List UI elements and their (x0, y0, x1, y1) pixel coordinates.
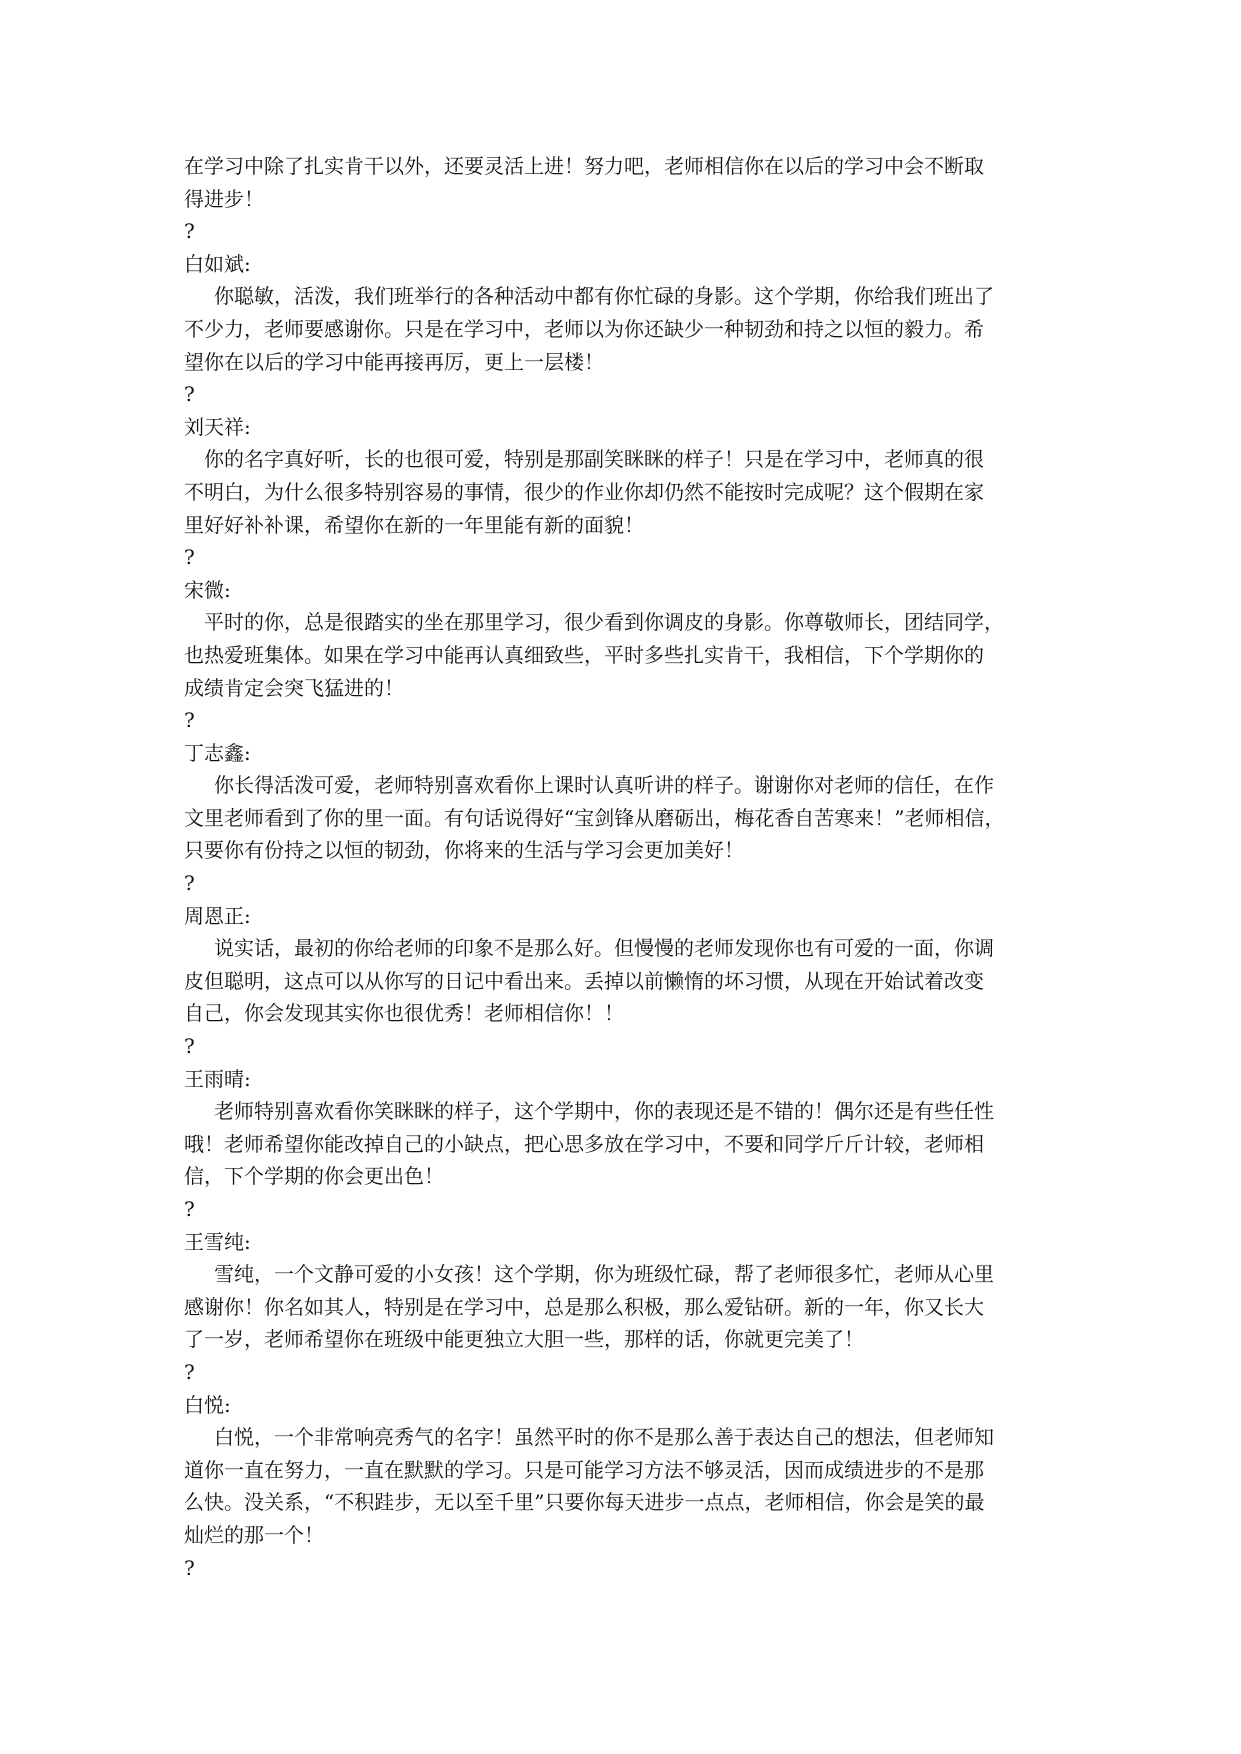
comment-line: 文里老师看到了你的里一面。有句话说得好“宝剑锋从磨砺出，梅花香自苦寒来！”老师相信， (184, 805, 1005, 830)
comment-line: 你聪敏，活泼，我们班举行的各种活动中都有你忙碌的身影。这个学期，你给我们班出了 (214, 284, 994, 309)
separator: ? (184, 708, 195, 733)
comment-line: 里好好补补课，希望你在新的一年里能有新的面貌！ (184, 512, 644, 537)
comment-entry (184, 1063, 1074, 1226)
student-name: 白悦: (184, 1392, 231, 1417)
separator: ? (184, 219, 195, 244)
comment-entry (184, 411, 1074, 574)
comment-line: 皮但聪明，这点可以从你写的日记中看出来。丢掉以前懒惰的坏习惯，从现在开始试着改变 (184, 968, 984, 993)
separator: ? (184, 1555, 195, 1580)
comment-line: 望你在以后的学习中能再接再厉，更上一层楼！ (184, 349, 604, 374)
separator: ? (184, 1359, 195, 1384)
comment-line: 哦！老师希望你能改掉自己的小缺点，把心思多放在学习中，不要和同学斤斤计较，老师相 (184, 1131, 984, 1156)
comment-line: 不少力，老师要感谢你。只是在学习中，老师以为你还缺少一种韧劲和持之以恒的毅力。希 (184, 316, 984, 341)
comment-line: 雪纯，一个文静可爱的小女孩！这个学期，你为班级忙碌，帮了老师很多忙，老师从心里 (214, 1262, 994, 1287)
intro-line: 得进步！ (184, 186, 264, 211)
comment-line: 老师特别喜欢看你笑眯眯的样子，这个学期中，你的表现还是不错的！偶尔还是有些任性 (214, 1099, 994, 1124)
separator: ? (184, 1197, 195, 1221)
comment-line: 你的名字真好听，长的也很可爱，特别是那副笑眯眯的样子！只是在学习中，老师真的很 (204, 447, 984, 472)
student-name: 周恩正: (184, 903, 251, 928)
intro-paragraph (184, 150, 1074, 248)
comment-line: 么快。没关系，“不积跬步，无以至千里”只要你每天进步一点点，老师相信，你会是笑的最 (184, 1490, 985, 1515)
separator: ? (184, 1034, 195, 1059)
comment-line: 白悦，一个非常响亮秀气的名字！虽然平时的你不是那么善于表达自己的想法，但老师知 (214, 1425, 994, 1450)
comment-line: 只要你有份持之以恒的韧劲，你将来的生活与学习会更加美好！ (184, 838, 744, 863)
student-name: 刘天祥: (184, 414, 251, 439)
comment-line: 感谢你！你名如其人，特别是在学习中，总是那么积极，那么爱钻研。新的一年，你又长大 (184, 1294, 984, 1319)
comment-entry (184, 737, 1074, 900)
comment-line: 自己，你会发现其实你也很优秀！老师相信你！！ (184, 1001, 624, 1026)
comment-entry (184, 1389, 1074, 1585)
comment-line: 你长得活泼可爱，老师特别喜欢看你上课时认真听讲的样子。谢谢你对老师的信任，在作 (214, 773, 994, 798)
separator: ? (184, 545, 195, 570)
comment-entry (184, 248, 1074, 411)
comment-line: 说实话，最初的你给老师的印象不是那么好。但慢慢的老师发现你也有可爱的一面，你调 (214, 936, 994, 961)
student-name: 白如斌: (184, 251, 251, 276)
comment-line: 了一岁，老师希望你在班级中能更独立大胆一些，那样的话，你就更完美了！ (184, 1327, 864, 1352)
comment-line: 平时的你，总是很踏实的坐在那里学习，很少看到你调皮的身影。你尊敬师长，团结同学， (204, 610, 1004, 635)
intro-line: 在学习中除了扎实肯干以外，还要灵活上进！努力吧，老师相信你在以后的学习中会不断取 (184, 154, 984, 178)
comment-line: 也热爱班集体。如果在学习中能再认真细致些，平时多些扎实肯干，我相信，下个学期你的 (184, 642, 984, 667)
student-name: 丁志鑫: (184, 740, 251, 765)
document-body (184, 150, 1074, 1584)
comment-line: 灿烂的那一个！ (184, 1522, 324, 1547)
comment-entry (184, 574, 1074, 737)
student-name: 宋微: (184, 577, 231, 602)
comment-line: 信，下个学期的你会更出色！ (184, 1164, 444, 1189)
comment-entry (184, 900, 1074, 1063)
comment-line: 不明白，为什么很多特别容易的事情，很少的作业你却仍然不能按时完成呢？这个假期在家 (184, 479, 984, 504)
comment-entry (184, 1226, 1074, 1389)
separator: ? (184, 871, 195, 896)
student-name: 王雨晴: (184, 1066, 251, 1091)
comment-line: 道你一直在努力，一直在默默的学习。只是可能学习方法不够灵活，因而成绩进步的不是那 (184, 1457, 984, 1482)
comment-line: 成绩肯定会突飞猛进的！ (184, 675, 404, 700)
student-name: 王雪纯: (184, 1229, 251, 1254)
separator: ? (184, 382, 195, 407)
